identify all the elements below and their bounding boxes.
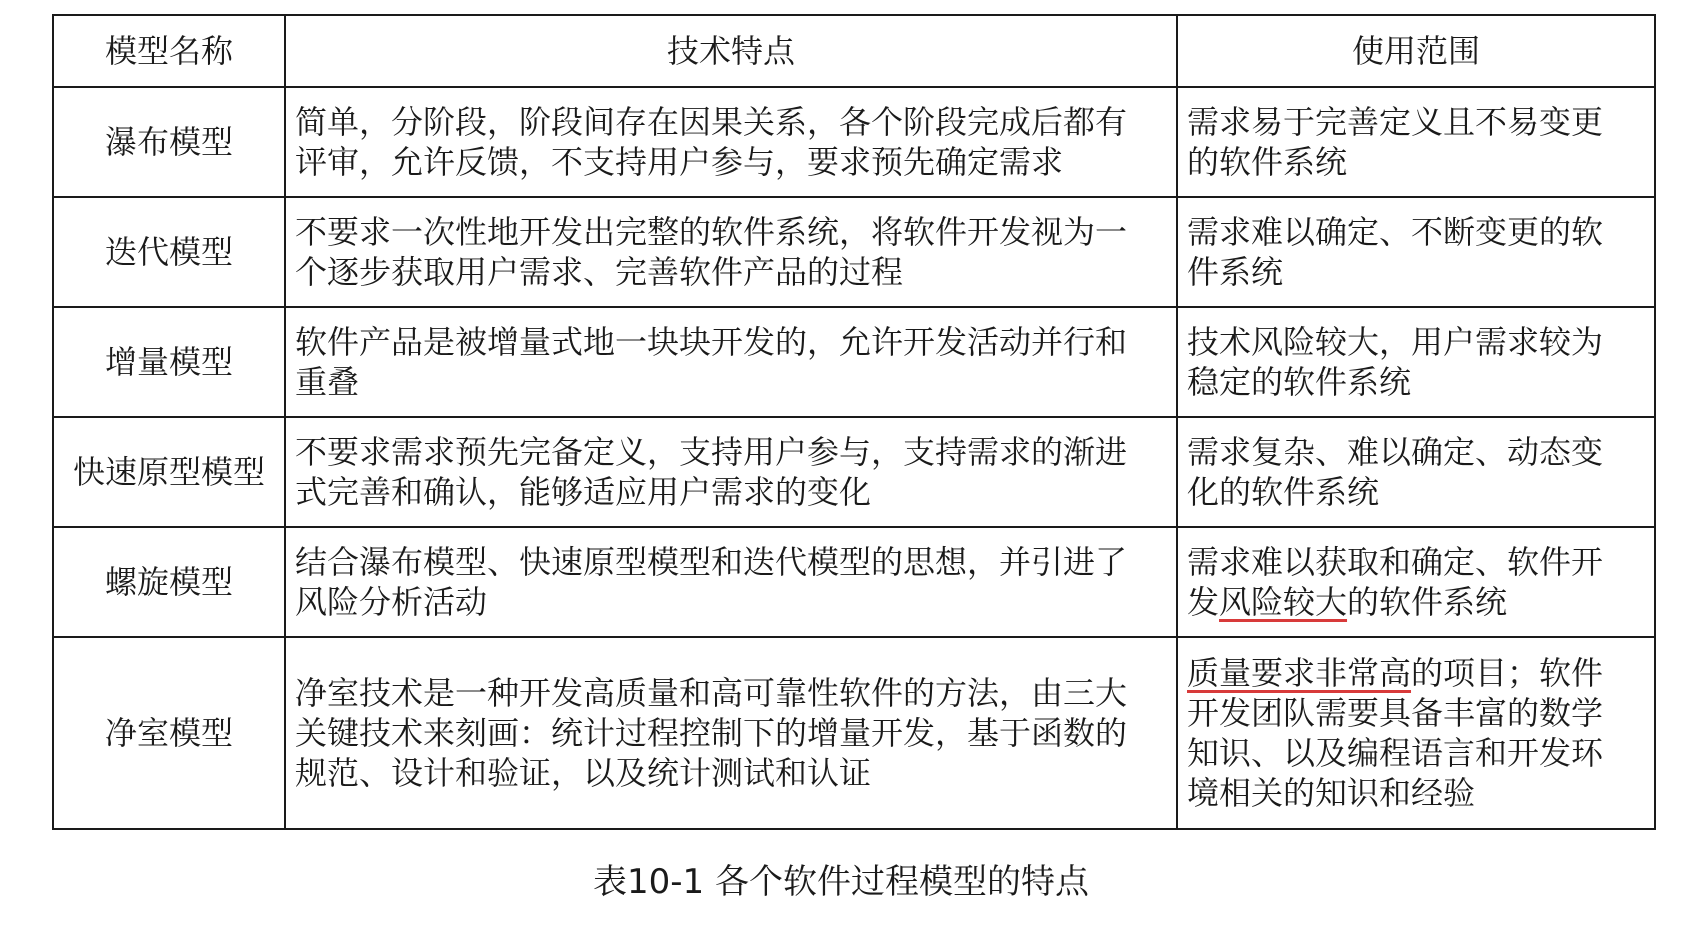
process-model-table: [52, 14, 1656, 830]
text-line: 需求复杂、难以确定、动态变: [1187, 433, 1604, 471]
usage-scope-cell: [1177, 197, 1655, 307]
usage-scope-cell: [1177, 87, 1655, 197]
text-line: 风险分析活动: [295, 583, 488, 621]
text-line: 化的软件系统: [1187, 473, 1380, 511]
text-line: 需求难以获取和确定、软件开: [1187, 543, 1604, 581]
text-line: 境相关的知识和经验: [1187, 774, 1476, 812]
tech-features-cell: [285, 87, 1177, 197]
table-row: [53, 527, 1655, 637]
tech-features-cell: [285, 637, 1177, 829]
text-line: 技术风险较大，用户需求较为: [1187, 323, 1604, 361]
text-line: 稳定的软件系统: [1187, 363, 1412, 401]
text-line: 开发团队需要具备丰富的数学: [1187, 694, 1604, 732]
text-line: 知识、以及编程语言和开发环: [1187, 734, 1604, 772]
usage-scope-cell: [1177, 307, 1655, 417]
text-line: 关键技术来刻画：统计过程控制下的增量开发，基于函数的: [295, 714, 1128, 752]
header-usage-scope: 使用范围: [1177, 15, 1655, 87]
tech-features-cell: [285, 307, 1177, 417]
text-line: 件系统: [1187, 253, 1284, 291]
text-line: 软件产品是被增量式地一块块开发的，允许开发活动并行和: [295, 323, 1128, 361]
table-row: [53, 637, 1655, 829]
table-row: [53, 307, 1655, 417]
model-name-cell: 增量模型: [53, 307, 285, 417]
text-line: 需求难以确定、不断变更的软: [1187, 213, 1604, 251]
model-name-cell: 快速原型模型: [53, 417, 285, 527]
model-name-cell: 螺旋模型: [53, 527, 285, 637]
text-line: 结合瀑布模型、快速原型模型和迭代模型的思想，并引进了: [295, 543, 1128, 581]
usage-scope-cell: [1177, 527, 1655, 637]
text-line: [1187, 653, 1646, 693]
tech-features-cell: [285, 197, 1177, 307]
text-line: 个逐步获取用户需求、完善软件产品的过程: [295, 253, 904, 291]
text-segment: 发: [1187, 583, 1220, 621]
text-line: 规范、设计和验证，以及统计测试和认证: [295, 754, 872, 792]
model-name-cell: 迭代模型: [53, 197, 285, 307]
header-tech-features: 技术特点: [285, 15, 1177, 87]
text-line: 不要求需求预先完备定义，支持用户参与，支持需求的渐进: [295, 433, 1128, 471]
text-line: [1187, 582, 1646, 622]
text-line: 净室技术是一种开发高质量和高可靠性软件的方法，由三大: [295, 674, 1128, 712]
underlined-annotation: 风险较大: [1219, 583, 1348, 621]
tech-features-cell: [285, 417, 1177, 527]
process-model-table-wrapper: [52, 14, 1654, 830]
text-segment: 的项目；软件: [1411, 654, 1604, 692]
text-line: 的软件系统: [1187, 143, 1348, 181]
underlined-annotation: 质量要求非常高: [1187, 654, 1412, 692]
usage-scope-cell: [1177, 417, 1655, 527]
table-row: [53, 87, 1655, 197]
text-line: 评审，允许反馈，不支持用户参与，要求预先确定需求: [295, 143, 1064, 181]
text-line: 重叠: [295, 363, 360, 401]
tech-features-cell: [285, 527, 1177, 637]
table-caption: 表10-1 各个软件过程模型的特点: [593, 862, 1089, 902]
table-header-row: [53, 15, 1655, 87]
text-segment: 的软件系统: [1347, 583, 1508, 621]
model-name-cell: 瀑布模型: [53, 87, 285, 197]
text-line: 不要求一次性地开发出完整的软件系统，将软件开发视为一: [295, 213, 1128, 251]
table-row: [53, 197, 1655, 307]
table-row: [53, 417, 1655, 527]
header-model-name: 模型名称: [53, 15, 285, 87]
model-name-cell: 净室模型: [53, 637, 285, 829]
text-line: 简单，分阶段，阶段间存在因果关系，各个阶段完成后都有: [295, 103, 1128, 141]
text-line: 需求易于完善定义且不易变更: [1187, 103, 1604, 141]
usage-scope-cell: [1177, 637, 1655, 829]
text-line: 式完善和确认，能够适应用户需求的变化: [295, 473, 872, 511]
